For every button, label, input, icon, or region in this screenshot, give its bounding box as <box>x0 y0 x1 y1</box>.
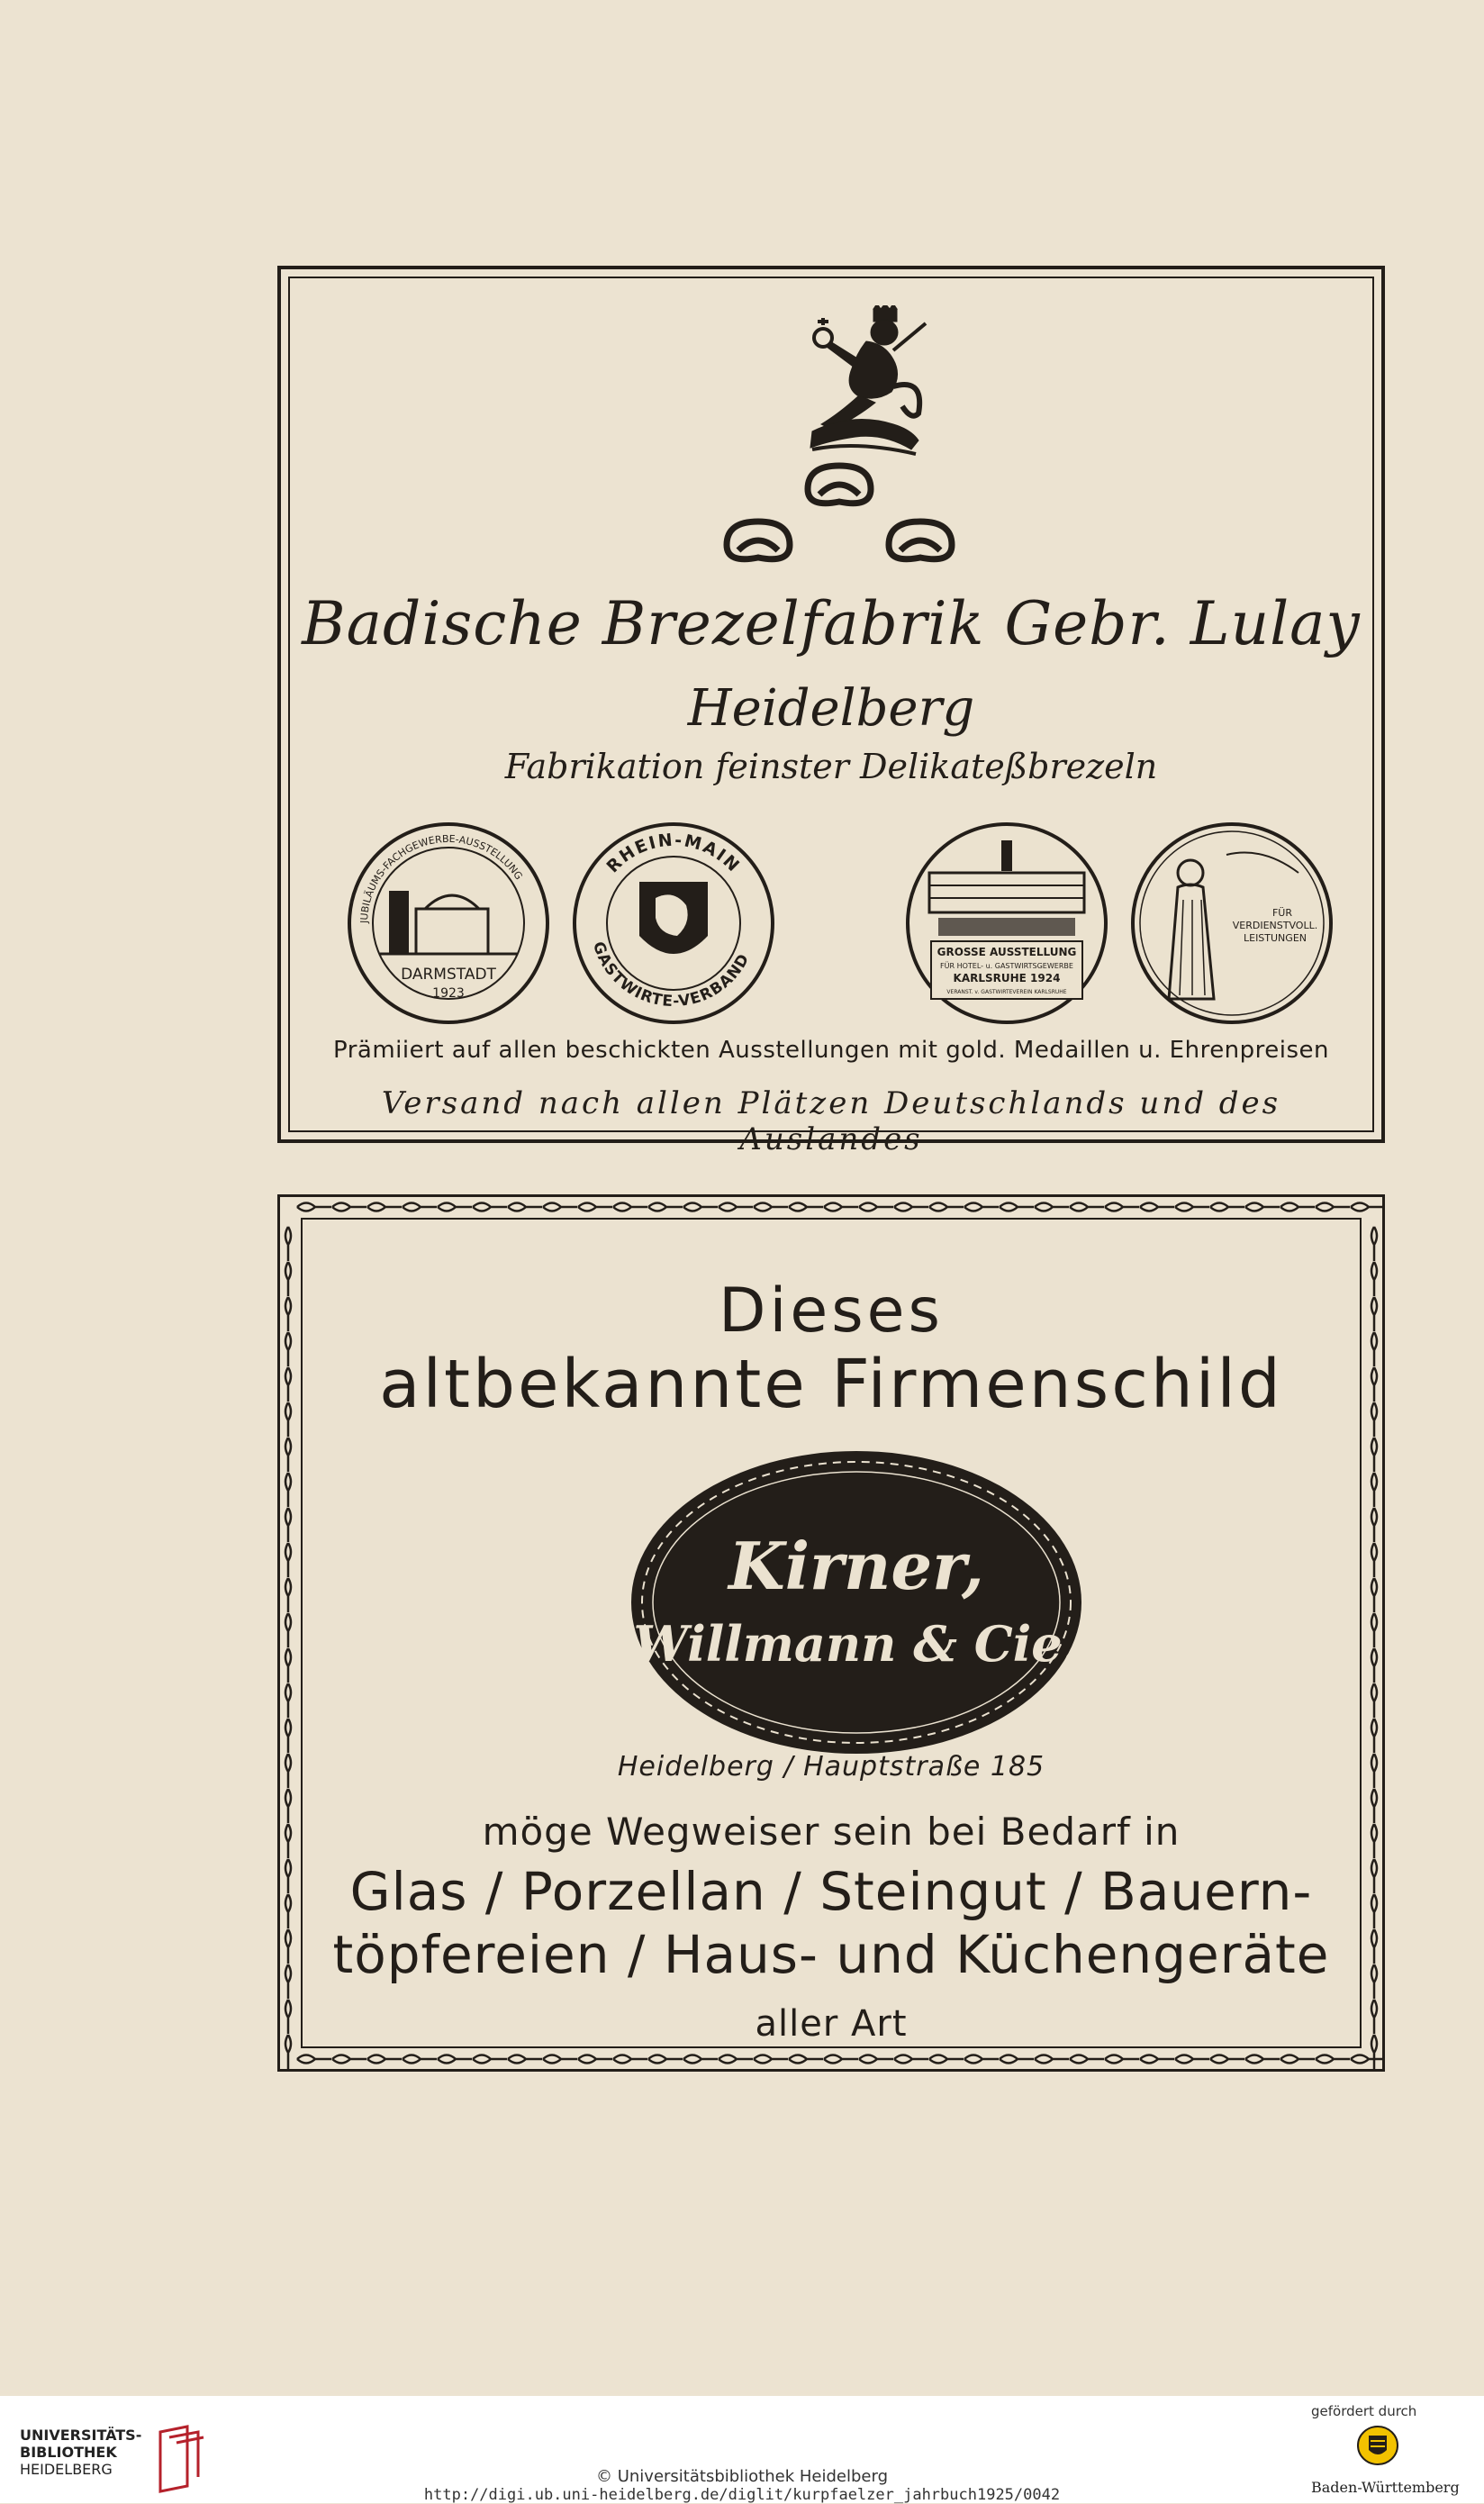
ornament-motif <box>285 1929 291 1964</box>
ornament-motif <box>285 1894 291 1928</box>
ornament-motif <box>824 2055 858 2064</box>
ad2-body-line1: möge Wegweiser sein bei Bedarf in <box>482 1810 1181 1854</box>
ornament-motif <box>613 1203 647 1211</box>
shop-address: Heidelberg / Hauptstraße 185 <box>617 1751 1045 1783</box>
funded-by-label: gefördert durch <box>1311 2403 1417 2419</box>
medal3-line1: GROSSE AUSSTELLUNG <box>937 946 1077 958</box>
ornament-motif <box>1371 1894 1377 1928</box>
ornament-motif <box>285 1683 291 1718</box>
ornament-motif <box>578 2055 612 2064</box>
ornament-motif <box>1371 1824 1377 1858</box>
library-name-line3: HEIDELBERG <box>20 2461 113 2478</box>
ornament-motif <box>1175 1203 1209 1211</box>
ornament-motif <box>473 1203 507 1211</box>
rhein-main-medal <box>569 819 778 1028</box>
ornament-motif <box>438 1203 472 1211</box>
ornament-motif <box>297 2055 331 2064</box>
ornament-motif <box>1371 1402 1377 1437</box>
ornament-motif <box>824 1203 858 1211</box>
ornament-motif <box>929 2055 964 2064</box>
ornament-motif <box>403 2055 437 2064</box>
ornament-motif <box>1000 1203 1034 1211</box>
ornament-motif <box>964 1203 999 1211</box>
ornament-motif <box>1210 1203 1244 1211</box>
ornament-motif <box>1371 1508 1377 1542</box>
ornament-motif <box>1070 1203 1104 1211</box>
ornament-motif <box>1371 1648 1377 1683</box>
ornament-motif <box>367 2055 402 2064</box>
ornament-motif <box>508 2055 542 2064</box>
ornament-motif <box>1140 1203 1174 1211</box>
sign-line2: Willmann & Cie. <box>633 1615 1080 1673</box>
ornament-motif <box>1371 1227 1377 1261</box>
ornament-motif <box>1316 2055 1350 2064</box>
ornament-motif <box>1371 1262 1377 1296</box>
ornament-motif <box>1371 1438 1377 1472</box>
ornament-motif <box>859 2055 893 2064</box>
ad2-body-line3: töpfereien / Haus- und Küchengeräte <box>332 1924 1330 1985</box>
ornament-motif <box>285 1824 291 1858</box>
medal3-line3: KARLSRUHE 1924 <box>953 972 1061 984</box>
ornament-motif <box>1371 2035 1377 2069</box>
ornament-motif <box>1175 2055 1209 2064</box>
ornament-motif <box>285 1543 291 1577</box>
ornament-motif <box>473 2055 507 2064</box>
ornament-motif <box>285 1402 291 1437</box>
company-city: Heidelberg <box>687 679 975 738</box>
ornament-motif <box>1371 1578 1377 1612</box>
library-name-line2: BIBLIOTHEK <box>20 2444 117 2461</box>
medal4-line3: LEISTUNGEN <box>1243 932 1308 944</box>
ornament-motif <box>1000 2055 1034 2064</box>
ornament-motif <box>1371 1473 1377 1507</box>
ornament-motif <box>1316 1203 1350 1211</box>
lulay-advertisement <box>277 266 1385 1157</box>
ornament-motif <box>1371 1929 1377 1964</box>
ornament-motif <box>964 2055 999 2064</box>
ornament-motif <box>1371 1859 1377 1893</box>
ornament-motif <box>613 2055 647 2064</box>
ornament-motif <box>1035 1203 1069 1211</box>
ornament-motif <box>1140 2055 1174 2064</box>
ornament-motif <box>285 1508 291 1542</box>
ornament-motif <box>683 2055 718 2064</box>
digitization-footer <box>0 2396 1484 2503</box>
ornament-motif <box>1371 1297 1377 1331</box>
ornament-motif <box>1245 2055 1280 2064</box>
ornament-motif <box>285 1438 291 1472</box>
baden-wuerttemberg-emblem-icon[interactable] <box>1351 2423 1405 2468</box>
ornament-motif <box>367 1203 402 1211</box>
sign-line1: Kirner, <box>728 1528 984 1604</box>
company-tagline: Fabrikation feinster Delikateßbrezeln <box>504 747 1158 786</box>
ornament-motif <box>719 2055 753 2064</box>
ornament-motif <box>1371 1332 1377 1366</box>
ad1-inner-border <box>288 277 1374 1157</box>
darmstadt-medal <box>344 819 553 1028</box>
ornament-motif <box>1245 1203 1280 1211</box>
kirner-willmann-advertisement <box>277 1194 1385 2072</box>
medal1-city: DARMSTADT <box>401 966 496 984</box>
ornament-motif <box>929 1203 964 1211</box>
library-name-line1: UNIVERSITÄTS- <box>20 2427 142 2444</box>
permalink-url[interactable]: http://digi.ub.uni-heidelberg.de/diglit/kurpfaelzer_jahrbuch1925/0042 <box>423 2486 1061 2504</box>
ornament-motif <box>1371 2000 1377 2034</box>
firm-sign-oval <box>627 1445 1086 1760</box>
ornament-motif <box>1371 1613 1377 1647</box>
ornament-motif <box>332 2055 366 2064</box>
ornament-motif <box>285 2035 291 2069</box>
medal4-line1: FÜR <box>1271 907 1293 919</box>
ornament-motif <box>285 1297 291 1331</box>
medal1-arc-text: JUBILÄUMS-FACHGEWERBE-AUSSTELLUNG <box>357 832 525 924</box>
ornament-motif <box>508 1203 542 1211</box>
ornament-motif <box>1371 1964 1377 1999</box>
ornament-motif <box>754 1203 788 1211</box>
ornament-motif <box>285 1578 291 1612</box>
ornament-motif <box>1035 2055 1069 2064</box>
ornament-motif <box>1280 2055 1315 2064</box>
ornament-motif <box>754 2055 788 2064</box>
ornament-motif <box>719 1203 753 1211</box>
ornament-motif <box>1371 1754 1377 1788</box>
medal2-top-text: RHEIN-MAIN <box>602 830 745 877</box>
ornament-motif <box>1105 1203 1139 1211</box>
ornament-motif <box>1371 1683 1377 1718</box>
medal1-year: 1923 <box>432 986 465 1001</box>
ornament-motif <box>1371 1367 1377 1402</box>
medal4-line2: VERDIENSTVOLL. <box>1232 920 1318 931</box>
heading-dieses: Dieses <box>719 1275 944 1347</box>
ornament-motif <box>332 1203 366 1211</box>
ornament-motif <box>1371 1789 1377 1823</box>
ornament-motif <box>543 1203 577 1211</box>
ornament-motif <box>285 1648 291 1683</box>
ornament-motif <box>285 1859 291 1893</box>
ornament-motif <box>1280 1203 1315 1211</box>
ornament-motif <box>285 1262 291 1296</box>
ornament-motif <box>285 1227 291 1261</box>
pretzels-icon <box>722 458 956 576</box>
ornament-motif <box>894 1203 928 1211</box>
ornament-motif <box>1371 1719 1377 1753</box>
crowned-lion-crest-icon <box>758 305 947 458</box>
ornament-motif <box>648 2055 683 2064</box>
ad2-inner-panel <box>301 1218 1362 2048</box>
shipping-text: Versand nach allen Plätzen Deutschlands und des Auslandes <box>381 1085 1281 1157</box>
ornament-motif <box>1070 2055 1104 2064</box>
karlsruhe-medal <box>902 819 1111 1028</box>
ornament-motif <box>285 1613 291 1647</box>
ornament-motif <box>285 1332 291 1366</box>
ornament-motif <box>859 1203 893 1211</box>
ornament-motif <box>285 1789 291 1823</box>
ornament-motif <box>894 2055 928 2064</box>
copyright-notice: © Universitätsbibliothek Heidelberg <box>595 2467 888 2486</box>
medal3-line4: VERANST. v. GASTWIRTEVEREIN KARLSRUHE <box>946 989 1067 995</box>
ornament-motif <box>789 2055 823 2064</box>
ornament-motif <box>683 1203 718 1211</box>
ornament-motif <box>403 1203 437 1211</box>
ornament-motif <box>648 1203 683 1211</box>
ornament-motif <box>543 2055 577 2064</box>
heading-firmenschild: altbekannte Firmenschild <box>379 1346 1283 1423</box>
ornament-motif <box>578 1203 612 1211</box>
ad2-body-line2: Glas / Porzellan / Steingut / Bauern- <box>349 1861 1313 1922</box>
medal2-bottom-text: GASTWIRTE-VERBAND <box>588 939 754 1012</box>
ornament-motif <box>1351 2055 1385 2064</box>
ornament-motif <box>297 1203 331 1211</box>
ornament-motif <box>285 2000 291 2034</box>
company-name: Badische Brezelfabrik Gebr. Lulay <box>302 589 1361 658</box>
medal3-line2: FÜR HOTEL- u. GASTWIRTSGEWERBE <box>940 962 1073 970</box>
ornament-motif <box>285 1719 291 1753</box>
awards-text: Prämiiert auf allen beschickten Ausstellungen mit gold. Medaillen u. Ehrenpreisen <box>332 1037 1330 1064</box>
ad2-body-line4: aller Art <box>755 2003 908 2045</box>
ornament-motif <box>1371 1543 1377 1577</box>
ornament-motif <box>789 1203 823 1211</box>
ornament-motif <box>1105 2055 1139 2064</box>
ornament-motif <box>285 1367 291 1402</box>
ornament-motif <box>285 1964 291 1999</box>
ornament-motif <box>285 1754 291 1788</box>
ornament-motif <box>438 2055 472 2064</box>
merit-medal <box>1127 819 1336 1028</box>
state-name: Baden-Württemberg <box>1311 2479 1460 2496</box>
ornament-motif <box>1351 1203 1385 1211</box>
ornament-motif <box>285 1473 291 1507</box>
ornament-motif <box>1210 2055 1244 2064</box>
